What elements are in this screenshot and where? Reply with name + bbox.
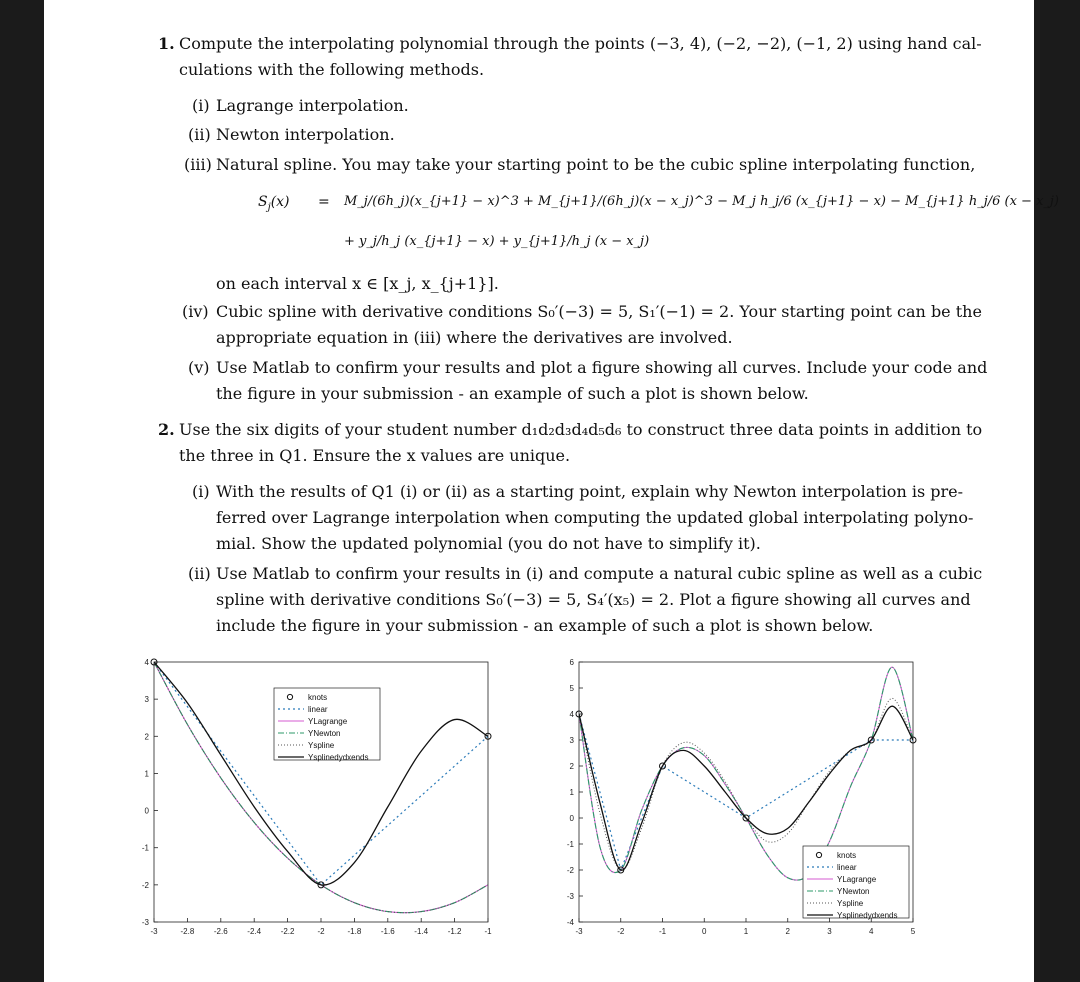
x-tick-label: 3 (827, 927, 832, 936)
x-tick-label: -2.8 (180, 927, 195, 936)
x-tick-label: 1 (743, 927, 749, 936)
x-tick-label: -2.4 (247, 927, 262, 936)
q1-item-ii-label: (ii) (188, 125, 211, 144)
y-tick-label: 0 (144, 806, 149, 816)
legend-label: Yspline (308, 741, 335, 750)
y-tick-label: -1 (566, 840, 574, 849)
q1-item-ii-text: Newton interpolation. (216, 125, 395, 144)
x-tick-label: -1.6 (380, 927, 395, 936)
y-tick-label: 4 (569, 710, 574, 719)
equation-equals: = (318, 194, 330, 210)
x-tick-label: -2.2 (280, 927, 295, 936)
q2-item-i-line1: With the results of Q1 (i) or (ii) as a starting point, explain why Newton interpolation is pre- (216, 482, 964, 501)
y-tick-label: -4 (566, 918, 574, 927)
y-tick-label: -1 (141, 843, 149, 853)
y-tick-label: -2 (141, 880, 149, 890)
q2-item-ii-line2: spline with derivative conditions S₀′(−3) = 5, S₄′(x₅) = 2. Plot a figure showing all curves and (216, 590, 971, 609)
q1-item-iv-line1: Cubic spline with derivative conditions S₀′(−3) = 5, S₁′(−1) = 2. Your starting point can be the (216, 302, 982, 321)
legend-label: Ysplinedydxends (308, 753, 369, 762)
q1-item-iii-label: (iii) (184, 155, 212, 174)
x-tick-label: -1.8 (347, 927, 362, 936)
q1-item-i-label: (i) (192, 96, 210, 115)
x-tick-label: -2 (317, 927, 325, 936)
legend-label: Ysplinedydxends (837, 911, 898, 920)
y-tick-label: 2 (144, 732, 149, 742)
x-tick-label: -3 (150, 927, 158, 936)
q1-line2: culations with the following methods. (179, 60, 485, 79)
y-tick-label: 2 (569, 762, 574, 771)
q2-item-ii-label: (ii) (188, 564, 211, 583)
q1-item-iv-label: (iv) (182, 302, 209, 321)
y-tick-label: 4 (144, 658, 149, 667)
y-tick-label: 1 (144, 769, 149, 779)
y-tick-label: 3 (144, 695, 149, 705)
legend-label: YLagrange (837, 875, 877, 884)
y-tick-label: 0 (569, 814, 574, 823)
y-tick-label: 1 (569, 788, 574, 797)
q1-item-v-label: (v) (188, 358, 210, 377)
q2-item-i-line2: ferred over Lagrange interpolation when computing the updated global interpolating polyno- (216, 508, 974, 527)
q1-number: 1. (158, 34, 175, 53)
equation-lhs: $S_j(x)$ (258, 194, 290, 213)
legend-label: Yspline (837, 899, 864, 908)
q2-number: 2. (158, 420, 175, 439)
legend-label: linear (308, 705, 328, 714)
x-tick-label: 2 (785, 927, 790, 936)
x-tick-label: -1.4 (414, 927, 429, 936)
q1-line1: Compute the interpolating polynomial through the points (−3, 4), (−2, −2), (−1, 2) using hand cal- (179, 34, 982, 53)
q2-line2: the three in Q1. Ensure the x values are unique. (179, 446, 571, 465)
x-tick-label: 0 (702, 927, 707, 936)
q1-item-iii-text: Natural spline. You may take your starting point to be the cubic spline interpolating function, (216, 155, 976, 174)
q1-item-i-text: Lagrange interpolation. (216, 96, 409, 115)
q2-item-ii-line1: Use Matlab to confirm your results in (i) and compute a natural cubic spline as well as a cubic (216, 564, 983, 583)
q2-line1: Use the six digits of your student number d₁d₂d₃d₄d₅d₆ to construct three data points in addition to (179, 420, 983, 439)
y-tick-label: 5 (569, 684, 574, 693)
legend-label: YLagrange (308, 717, 348, 726)
figure-right-chart (565, 652, 930, 952)
x-tick-label: -1.2 (447, 927, 462, 936)
legend-label: knots (308, 693, 328, 702)
x-tick-label: -1 (658, 927, 667, 936)
q1-item-v-line2: the figure in your submission - an example of such a plot is shown below. (216, 384, 809, 403)
legend-label: linear (837, 863, 857, 872)
y-tick-label: 6 (569, 658, 574, 667)
x-tick-label: -3 (575, 927, 583, 936)
equation-row1: M_j/(6h_j)(x_{j+1} − x)^3 + M_{j+1}/(6h_j)(x − x_j)^3 − M_j h_j/6 (x_{j+1} − x) − M_{j+1} h_j/6 (x − x_j) (344, 194, 1059, 209)
equation-row2: + y_j/h_j (x_{j+1} − x) + y_{j+1}/h_j (x − x_j) (344, 234, 650, 249)
y-tick-label: -3 (141, 918, 149, 927)
q1-item-v-line1: Use Matlab to confirm your results and plot a figure showing all curves. Include your code and (216, 358, 988, 377)
legend-label: knots (837, 851, 857, 860)
x-tick-label: -1 (484, 927, 492, 936)
x-tick-label: 5 (910, 927, 916, 936)
q2-item-i-label: (i) (192, 482, 210, 501)
x-tick-label: 4 (869, 927, 874, 936)
y-tick-label: -2 (566, 866, 574, 875)
x-tick-label: -2.6 (213, 927, 228, 936)
figure-left-chart (138, 652, 508, 952)
legend-label: YNewton (308, 729, 341, 738)
q2-item-i-line3: mial. Show the updated polynomial (you do not have to simplify it). (216, 534, 761, 553)
q1-item-iv-line2: appropriate equation in (iii) where the derivatives are involved. (216, 328, 733, 347)
y-tick-label: 3 (569, 736, 574, 745)
q1-interval-text: on each interval x ∈ [x_j, x_{j+1}]. (216, 274, 499, 293)
legend-label: YNewton (837, 887, 870, 896)
y-tick-label: -3 (566, 892, 574, 901)
x-tick-label: -2 (617, 927, 625, 936)
q2-item-ii-line3: include the figure in your submission - an example of such a plot is shown below. (216, 616, 874, 635)
